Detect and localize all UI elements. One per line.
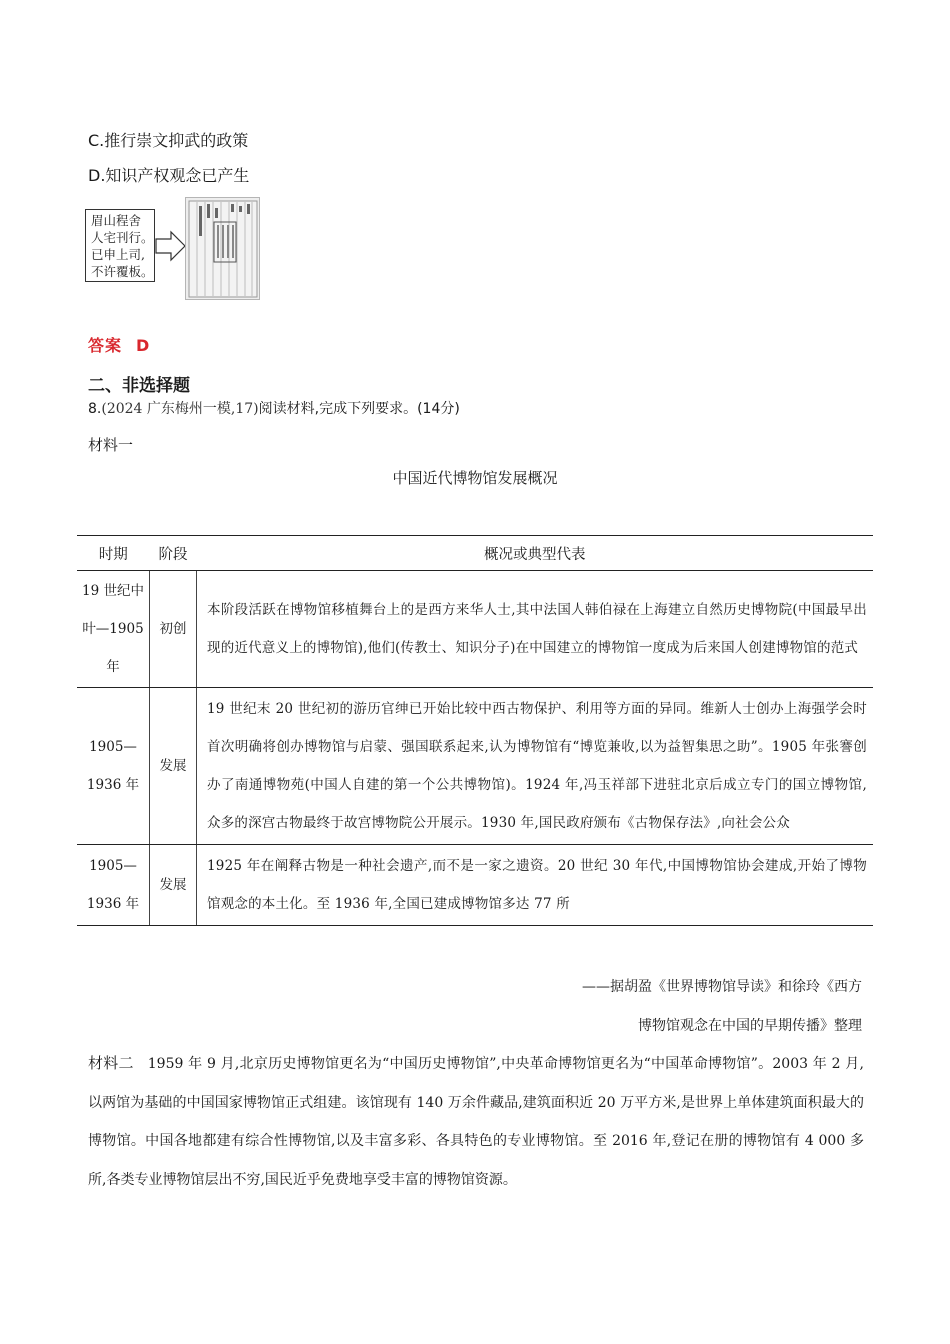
ancient-book-page-image xyxy=(185,197,260,300)
figure-caption-box xyxy=(85,209,155,282)
description-cell: 19 世纪末 20 世纪初的游历官绅已开始比较中西古物保护、利用等方面的异同。维新人士创办上海强学会时首次明确将创办博物馆与启蒙、强国联系起来,认为博物馆有“博览兼收,以为益智集思之助”。1905 年张謇创办了南通博物苑(中国人自建的第一个公共博物馆)。1924 年,冯玉祥部下进驻北京后成立专门的国立博物馆,众多的深宫古物最终于故宫博物院公开展示。1930 年,国民政府颁布《古物保存法》,向社会公众 xyxy=(197,688,874,845)
history-table xyxy=(77,535,873,926)
question-header xyxy=(88,398,460,418)
citation-line-1: ——据胡盈《世界博物馆导读》和徐玲《西方 xyxy=(582,979,862,995)
material2-text: 1959 年 9 月,北京历史博物馆更名为“中国历史博物馆”,中央革命博物馆更名为“中国革命博物馆”。2003 年 2 月,以两馆为基础的中国国家博物馆正式组建。该馆现有 140 万余件藏品,建筑面积近 20 万平方米,是世界上单体建筑面积最大的博物馆。中国各地都建有综合性博物馆,以及丰富多彩、各具特色的专业博物馆。至 2016 年,登记在册的博物馆有 4 000 多所,各类专业博物馆层出不穷,国民近乎免费地享受丰富的博物馆资源。 xyxy=(88,1056,864,1188)
figure-caption-line: 人宅刊行。 xyxy=(91,230,154,245)
table-row xyxy=(77,845,873,926)
answer-value: D xyxy=(136,336,151,355)
period-cell: 19 世纪中叶—1905 年 xyxy=(77,571,150,688)
question-number: 8. xyxy=(88,401,102,417)
arrow-icon xyxy=(155,230,187,262)
header-period: 时期 xyxy=(77,536,150,571)
option-d: D.知识产权观念已产生 xyxy=(88,166,250,185)
header-stage: 阶段 xyxy=(150,536,197,571)
description-cell: 本阶段活跃在博物馆移植舞台上的是西方来华人士,其中法国人韩伯禄在上海建立自然历史博物院(中国最早出现的近代意义上的博物馆),他们(传教士、知识分子)在中国建立的博物馆一度成为后来国人创建博物馆的范式 xyxy=(197,571,874,688)
question-source: (2024 广东梅州一模,17) xyxy=(101,401,259,417)
period-cell: 1905—1936 年 xyxy=(77,688,150,845)
stage-cell: 初创 xyxy=(150,571,197,688)
figure-caption-line: 不许覆板。 xyxy=(91,264,154,279)
header-description: 概况或典型代表 xyxy=(197,536,874,571)
figure-caption-line: 已申上司, xyxy=(91,247,145,262)
answer xyxy=(88,333,150,356)
figure-caption-line: 眉山程舍 xyxy=(91,213,142,228)
table-row xyxy=(77,571,873,688)
material2-paragraph xyxy=(88,1044,864,1199)
material1-label: 材料一 xyxy=(88,436,134,454)
question-text: 阅读材料,完成下列要求。(14分) xyxy=(258,401,460,417)
stage-cell: 发展 xyxy=(150,688,197,845)
table-header-row xyxy=(77,536,873,571)
citation-line-2: 博物馆观念在中国的早期传播》整理 xyxy=(638,1018,862,1034)
answer-label: 答案 xyxy=(88,336,123,355)
table-row xyxy=(77,688,873,845)
section-title: 二、非选择题 xyxy=(88,376,190,396)
description-cell: 1925 年在阐释古物是一种社会遗产,而不是一家之遗资。20 世纪 30 年代,中国博物馆协会建成,开始了博物馆观念的本土化。至 1936 年,全国已建成博物馆多达 77 所 xyxy=(197,845,874,926)
material2-label: 材料二 xyxy=(88,1054,134,1072)
stage-cell: 发展 xyxy=(150,845,197,926)
table-title: 中国近代博物馆发展概况 xyxy=(392,469,558,487)
book-figure xyxy=(85,197,260,300)
period-cell: 1905—1936 年 xyxy=(77,845,150,926)
option-c: C.推行崇文抑武的政策 xyxy=(88,131,249,150)
